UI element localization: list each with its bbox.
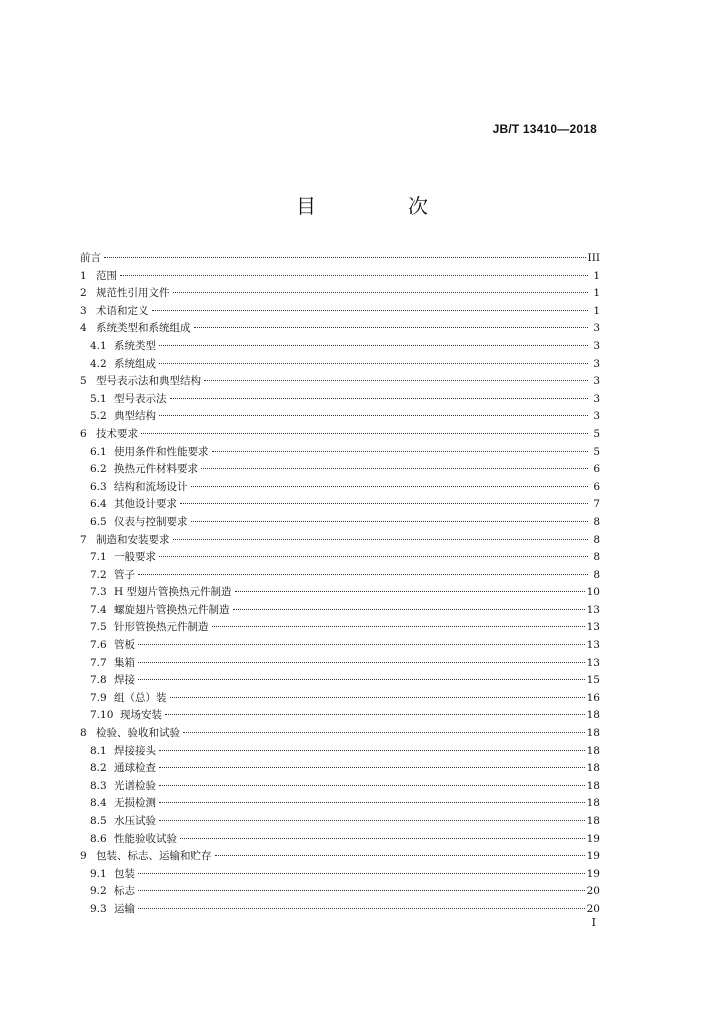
toc-entry-number: 8.5 [90,815,107,827]
toc-entry-label: 管子 [114,568,135,581]
toc-entry-page: 7 [593,498,600,511]
toc-entry[interactable] [80,285,600,303]
toc-title: 目 次 [296,194,464,218]
dot-leader [152,309,589,311]
dot-leader [159,784,585,786]
toc-entry-number: 8 [80,727,87,740]
dot-leader [201,467,588,469]
toc-entry-page: 13 [586,656,600,669]
dot-leader [212,450,589,452]
toc-entry-page: 3 [593,375,600,388]
toc-entry-page: 18 [586,797,600,810]
toc-entry[interactable] [80,408,600,426]
toc-entry-label: 性能验收试验 [114,832,177,845]
toc-entry-label: 型号表示法和典型结构 [96,375,201,388]
toc-entry[interactable] [80,373,600,391]
dot-leader [170,397,589,399]
toc-entry-label: 针形管换热元件制造 [114,621,209,634]
toc-entry-number: 7.5 [90,621,107,634]
dot-leader [191,520,589,522]
toc-entry[interactable] [80,725,600,743]
toc-entry-number: 8.6 [90,832,107,845]
dot-leader [120,274,588,276]
toc-entry-label: 仪表与控制要求 [114,515,188,528]
dot-leader [170,696,585,698]
standard-number: JB/T 13410—2018 [492,122,597,136]
toc-entry-number: 6.1 [90,445,107,458]
toc-entry-page: 8 [593,568,600,581]
toc-entry-page: 15 [586,674,600,687]
toc-entry-number: 4.2 [90,357,107,370]
toc-entry-label: 运输 [114,902,135,915]
toc-entry-label: 通球检查 [114,762,156,775]
dot-leader [138,573,588,575]
toc-entry-page: 6 [593,480,600,493]
toc-entry-page: 18 [586,779,600,792]
dot-leader [212,625,585,627]
toc-entry-label: 一般要求 [114,551,156,564]
toc-entry-label: 技术要求 [96,427,138,440]
toc-entry-page: 3 [593,392,600,405]
toc-entry-number: 7 [80,533,87,546]
toc-entry-number: 7.9 [90,691,107,704]
toc-entry-page: 18 [586,727,600,740]
toc-entry-page: 18 [586,762,600,775]
toc-entry-page: 1 [593,269,600,282]
dot-leader [138,643,585,645]
toc-entry-page: 18 [586,709,600,722]
toc-entry-page: 18 [586,744,600,757]
dot-leader [138,872,585,874]
dot-leader [191,485,589,487]
toc-entry-label: 包装 [114,867,135,880]
toc-entry-number: 8.3 [90,779,107,792]
toc-entry-page: 5 [593,445,600,458]
toc-entry[interactable] [80,778,600,796]
toc-entry-number: 5.2 [90,410,107,423]
toc-entry-label: 术语和定义 [96,304,149,317]
dot-leader [138,889,585,891]
toc-entry-page: 3 [593,357,600,370]
toc-entry[interactable] [80,320,600,338]
toc-entry-number: 9.3 [90,902,107,915]
toc-entry-page: 19 [586,867,600,880]
toc-entry-number: 7.7 [90,656,107,669]
toc-entry-page: 16 [586,691,600,704]
toc-entry-page: 3 [593,322,600,335]
toc-entry[interactable] [80,743,600,761]
toc-entry[interactable] [80,444,600,462]
toc-entry-label: 前言 [80,252,101,264]
dot-leader [159,555,588,557]
toc-entry[interactable] [80,795,600,813]
dot-leader [159,344,588,346]
toc-entry-number: 8.2 [90,762,107,775]
toc-entry-number: 7.4 [90,603,107,616]
toc-entry[interactable] [80,303,600,321]
toc-entry-page: III [587,252,600,264]
toc-entry[interactable] [80,584,600,602]
toc-entry-label: 其他设计要求 [114,498,177,511]
dot-leader [235,590,585,592]
dot-leader [159,766,585,768]
toc-entry-page: 18 [586,815,600,827]
toc-entry-label: 无损检测 [114,797,156,810]
dot-leader [159,362,588,364]
toc-entry[interactable] [80,426,600,444]
toc-entry-label: 焊接接头 [114,744,156,757]
toc-entry-label: 检验、验收和试验 [96,727,180,740]
dot-leader [104,256,586,258]
toc-entry-page: 1 [593,287,600,300]
toc-entry[interactable] [80,268,600,286]
dot-leader [138,678,585,680]
toc-entry[interactable] [80,549,600,567]
dot-leader [159,414,588,416]
toc-entry-number: 4.1 [90,339,107,352]
toc-entry[interactable] [80,496,600,514]
toc-entry-label: 包装、标志、运输和贮存 [96,850,212,863]
toc-entry-number: 5 [80,375,87,388]
toc-entry-page: 20 [586,885,600,898]
toc-entry[interactable] [80,901,600,919]
toc-entry[interactable] [80,866,600,884]
toc-entry[interactable] [80,461,600,479]
toc-entry-label: 规范性引用文件 [96,287,170,300]
toc-entry-label: 焊接 [114,674,135,687]
dot-leader [141,432,588,434]
toc-entry[interactable] [80,760,600,778]
toc-entry[interactable] [80,813,600,831]
toc-entry-number: 7.6 [90,639,107,652]
dot-leader [204,379,588,381]
toc-entry-number: 2 [80,287,87,300]
toc-entry-label: 型号表示法 [114,392,167,405]
toc-entry[interactable] [80,848,600,866]
toc-entry-page: 13 [586,639,600,652]
toc-entry-number: 6.5 [90,515,107,528]
toc-entry[interactable] [80,637,600,655]
toc-entry[interactable] [80,514,600,532]
toc-entry-number: 8.4 [90,797,107,810]
toc-entry-label: 管板 [114,639,135,652]
dot-leader [165,713,585,715]
toc-entry[interactable] [80,831,600,849]
toc-entry-page: 8 [593,533,600,546]
toc-entry[interactable] [80,356,600,374]
toc-entry[interactable] [80,619,600,637]
toc-entry-page: 3 [593,410,600,423]
toc-entry-number: 9 [80,850,87,863]
toc-entry-label: 集箱 [114,656,135,669]
toc-entry-label: 换热元件材料要求 [114,463,198,476]
dot-leader [173,538,589,540]
dot-leader [233,608,585,610]
table-of-contents [80,250,600,919]
dot-leader [194,326,589,328]
page-number: I [591,916,596,929]
toc-entry-page: 8 [593,551,600,564]
toc-entry-label: 螺旋翅片管换热元件制造 [114,603,230,616]
toc-entry-label: 结构和流场设计 [114,480,188,493]
toc-entry-number: 4 [80,322,87,335]
toc-entry-page: 10 [586,586,600,599]
dot-leader [159,749,585,751]
toc-entry-page: 5 [593,427,600,440]
toc-entry-label: H 型翅片管换热元件制造 [114,586,232,599]
toc-entry-page: 13 [586,621,600,634]
toc-entry-page: 8 [593,515,600,528]
toc-entry-label: 系统类型和系统组成 [96,322,191,335]
toc-entry-number: 5.1 [90,392,107,405]
dot-leader [159,801,585,803]
dot-leader [159,819,585,821]
toc-entry-page: 3 [593,339,600,352]
toc-entry-page: 20 [586,902,600,915]
toc-entry-label: 现场安装 [120,709,162,722]
toc-entry[interactable] [80,479,600,497]
toc-entry[interactable] [80,672,600,690]
dot-leader [215,854,585,856]
toc-entry-number: 1 [80,269,87,282]
toc-entry-number: 7.1 [90,551,107,564]
toc-entry-number: 8.1 [90,744,107,757]
dot-leader [180,502,588,504]
dot-leader [183,731,585,733]
toc-entry[interactable] [80,391,600,409]
toc-entry[interactable] [80,250,600,268]
toc-entry-label: 标志 [114,885,135,898]
toc-entry-number: 9.2 [90,885,107,898]
toc-entry-label: 水压试验 [114,815,156,827]
toc-entry-number: 7.3 [90,586,107,599]
toc-entry-page: 1 [593,304,600,317]
toc-entry[interactable] [80,655,600,673]
toc-entry-number: 6.3 [90,480,107,493]
toc-entry-number: 9.1 [90,867,107,880]
toc-entry[interactable] [80,602,600,620]
dot-leader [173,291,589,293]
toc-entry-label: 范围 [96,269,117,282]
toc-entry[interactable] [80,532,600,550]
dot-leader [138,661,585,663]
toc-entry-label: 典型结构 [114,410,156,423]
toc-entry-label: 使用条件和性能要求 [114,445,209,458]
toc-entry-number: 7.8 [90,674,107,687]
toc-entry[interactable] [80,338,600,356]
toc-entry-number: 7.10 [90,709,114,722]
toc-entry-page: 19 [586,832,600,845]
toc-entry-page: 19 [586,850,600,863]
dot-leader [138,907,585,909]
toc-entry[interactable] [80,883,600,901]
toc-entry[interactable] [80,567,600,585]
dot-leader [180,837,585,839]
toc-entry[interactable] [80,690,600,708]
toc-entry-label: 系统组成 [114,357,156,370]
toc-entry[interactable] [80,707,600,725]
toc-entry-label: 制造和安装要求 [96,533,170,546]
toc-entry-number: 6 [80,427,87,440]
toc-entry-label: 光谱检验 [114,779,156,792]
toc-entry-page: 6 [593,463,600,476]
toc-entry-label: 系统类型 [114,339,156,352]
toc-entry-page: 13 [586,603,600,616]
toc-entry-number: 7.2 [90,568,107,581]
toc-entry-number: 6.2 [90,463,107,476]
toc-entry-label: 组（总）装 [114,691,167,704]
toc-entry-number: 3 [80,304,87,317]
toc-entry-number: 6.4 [90,498,107,511]
